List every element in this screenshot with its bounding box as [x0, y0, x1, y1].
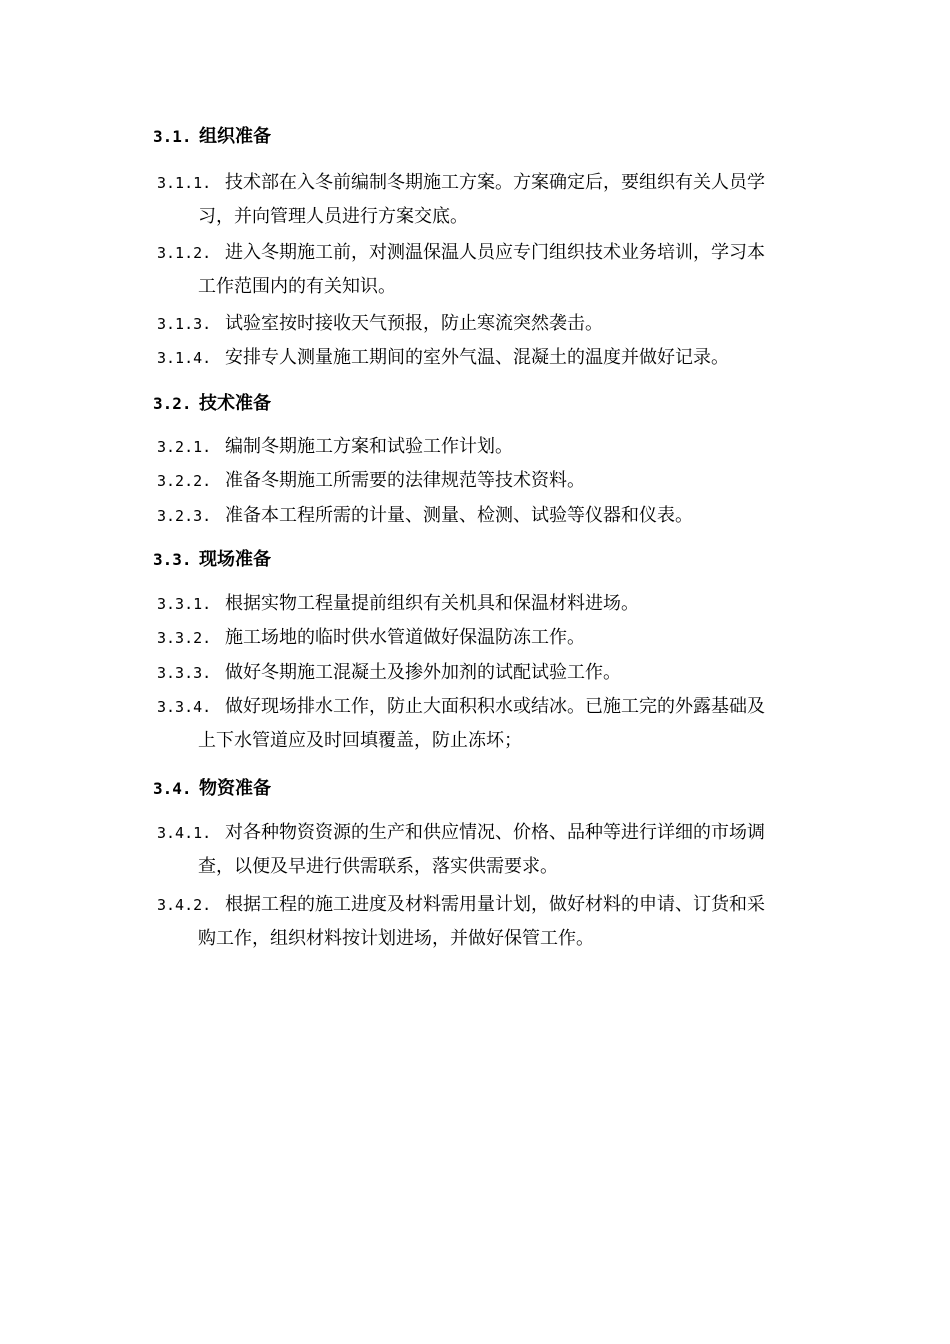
item-text-line1: 施工场地的临时供水管道做好保温防冻工作。: [225, 627, 585, 648]
list-item-3-1-1: [157, 166, 807, 234]
section-title: 组织准备: [199, 126, 271, 147]
item-text-line1: 做好冬期施工混凝土及掺外加剂的试配试验工作。: [225, 662, 621, 683]
section-title: 现场准备: [199, 549, 271, 570]
list-item-3-3-3: [157, 656, 807, 690]
item-number: 3.2.2.: [157, 472, 212, 490]
list-item-3-2-1: [157, 430, 807, 464]
item-number: 3.2.1.: [157, 438, 212, 456]
section-title: 物资准备: [199, 778, 271, 799]
item-number: 3.1.3.: [157, 315, 212, 333]
item-text-line2: 习，并向管理人员进行方案交底。: [198, 206, 468, 227]
section-number: 3.1.: [153, 127, 192, 146]
list-item-3-3-1: [157, 587, 807, 621]
list-item-3-4-1: [157, 816, 807, 884]
item-number: 3.3.4.: [157, 698, 212, 716]
item-number: 3.1.2.: [157, 244, 212, 262]
section-number: 3.2.: [153, 394, 192, 413]
item-text-line1: 做好现场排水工作，防止大面积积水或结冰。已施工完的外露基础及: [225, 696, 765, 717]
item-number: 3.4.1.: [157, 824, 212, 842]
list-item-3-3-4: [157, 690, 807, 758]
list-item-3-3-2: [157, 621, 807, 655]
item-text-line1: 根据实物工程量提前组织有关机具和保温材料进场。: [225, 593, 639, 614]
item-number: 3.2.3.: [157, 507, 212, 525]
section-title: 技术准备: [199, 393, 271, 414]
item-number: 3.3.3.: [157, 664, 212, 682]
section-heading-3-1: [153, 124, 271, 150]
list-item-3-1-4: [157, 341, 807, 375]
item-text-line2: 购工作，组织材料按计划进场，并做好保管工作。: [198, 928, 594, 949]
item-text-line1: 技术部在入冬前编制冬期施工方案。方案确定后，要组织有关人员学: [225, 172, 765, 193]
item-text-line1: 安排专人测量施工期间的室外气温、混凝土的温度并做好记录。: [225, 347, 729, 368]
section-heading-3-3: [153, 547, 271, 573]
item-text-line1: 编制冬期施工方案和试验工作计划。: [225, 436, 513, 457]
item-number: 3.1.4.: [157, 349, 212, 367]
item-text-line1: 准备冬期施工所需要的法律规范等技术资料。: [225, 470, 585, 491]
section-number: 3.4.: [153, 779, 192, 798]
item-text-line1: 进入冬期施工前，对测温保温人员应专门组织技术业务培训，学习本: [225, 242, 765, 263]
item-text-line2: 工作范围内的有关知识。: [198, 276, 396, 297]
item-number: 3.3.2.: [157, 629, 212, 647]
list-item-3-4-2: [157, 888, 807, 956]
item-text-line2: 查，以便及早进行供需联系，落实供需要求。: [198, 856, 558, 877]
item-text-line1: 对各种物资资源的生产和供应情况、价格、品种等进行详细的市场调: [225, 822, 765, 843]
item-number: 3.4.2.: [157, 896, 212, 914]
item-text-line1: 准备本工程所需的计量、测量、检测、试验等仪器和仪表。: [225, 505, 693, 526]
item-number: 3.1.1.: [157, 174, 212, 192]
item-text-line1: 试验室按时接收天气预报，防止寒流突然袭击。: [225, 313, 603, 334]
item-text-line1: 根据工程的施工进度及材料需用量计划，做好材料的申请、订货和采: [225, 894, 765, 915]
item-text-line2: 上下水管道应及时回填覆盖，防止冻坏；: [198, 730, 522, 751]
section-heading-3-4: [153, 776, 271, 802]
list-item-3-1-3: [157, 307, 807, 341]
section-number: 3.3.: [153, 550, 192, 569]
item-number: 3.3.1.: [157, 595, 212, 613]
section-heading-3-2: [153, 391, 271, 417]
list-item-3-1-2: [157, 236, 807, 304]
list-item-3-2-2: [157, 464, 807, 498]
list-item-3-2-3: [157, 499, 807, 533]
